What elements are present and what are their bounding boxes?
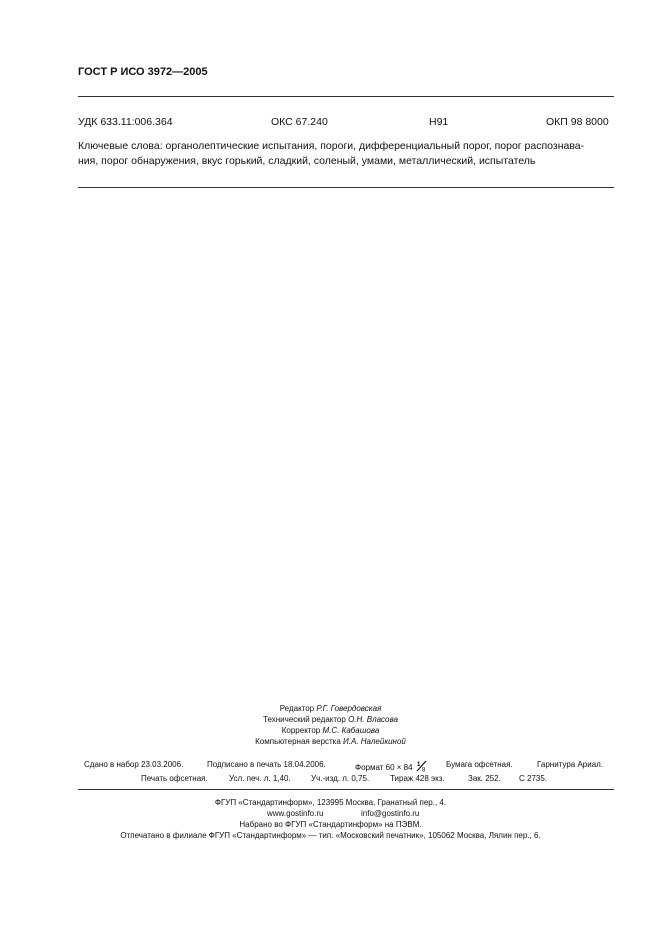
top-divider: [78, 96, 614, 97]
footer-divider: [78, 789, 614, 790]
credit-role: Компьютерная верстка: [255, 737, 341, 746]
print-code: С 2735.: [519, 774, 548, 783]
credit-role: Корректор: [281, 726, 321, 735]
credit-name: О.Н. Власова: [348, 715, 398, 724]
keywords-line-1: Ключевые слова: органолептические испытания, пороги, дифференциальный порог, порог распознава-: [78, 140, 585, 152]
credit-name: И.А. Налейкиной: [343, 737, 406, 746]
typeset-info: Набрано во ФГУП «Стандартинформ» на ПЭВМ.: [239, 820, 422, 829]
svg-text:8: 8: [421, 767, 426, 772]
credit-tech-editor: [0, 715, 661, 724]
order-number: Зак. 252.: [468, 774, 501, 783]
print-sheets: Усл. печ. л. 1,40.: [229, 774, 291, 783]
publisher-address: ФГУП «Стандартинформ», 123995 Москва, Гранатный пер., 4.: [214, 798, 447, 807]
typeface: Гарнитура Ариал.: [537, 760, 604, 769]
printed-info: Отпечатано в филиале ФГУП «Стандартинформ» — тип. «Московский печатник», 105062 Москва, Лялин пер., 6.: [120, 831, 541, 840]
keywords-divider: [78, 187, 614, 188]
signed-date: Подписано в печать 18.04.2006.: [207, 760, 326, 769]
set-date: Сдано в набор 23.03.2006.: [84, 760, 184, 769]
email-link[interactable]: info@gostinfo.ru: [361, 809, 420, 818]
format-fraction-icon: [415, 760, 429, 770]
keywords-line-2: ния, порог обнаружения, вкус горький, сладкий, соленый, умами, металлический, испытатель: [78, 155, 536, 167]
credit-layout: [0, 737, 661, 746]
print-type: Печать офсетная.: [141, 774, 208, 783]
credit-role: Технический редактор: [263, 715, 346, 724]
publisher-sheets: Уч.-изд. л. 0,75.: [311, 774, 370, 783]
format-info: [355, 760, 429, 772]
paper-type: Бумага офсетная.: [446, 760, 513, 769]
credit-editor: [0, 704, 661, 713]
website-link[interactable]: www.gostinfo.ru: [267, 809, 324, 818]
group-code: Н91: [429, 116, 449, 128]
credit-name: М.С. Кабашова: [322, 726, 380, 735]
circulation: Тираж 428 экз.: [390, 774, 445, 783]
credit-corrector: [0, 726, 661, 735]
standard-designation: ГОСТ Р ИСО 3972—2005: [78, 66, 208, 78]
credit-name: Р.Г. Говердовская: [316, 704, 382, 713]
oks-code: ОКС 67.240: [271, 116, 328, 128]
credit-role: Редактор: [279, 704, 315, 713]
okp-code: ОКП 98 8000: [546, 116, 609, 128]
svg-text:1: 1: [416, 762, 421, 768]
format-label: Формат 60 × 84: [355, 763, 413, 772]
udk-code: УДК 633.11:006.364: [78, 116, 173, 128]
